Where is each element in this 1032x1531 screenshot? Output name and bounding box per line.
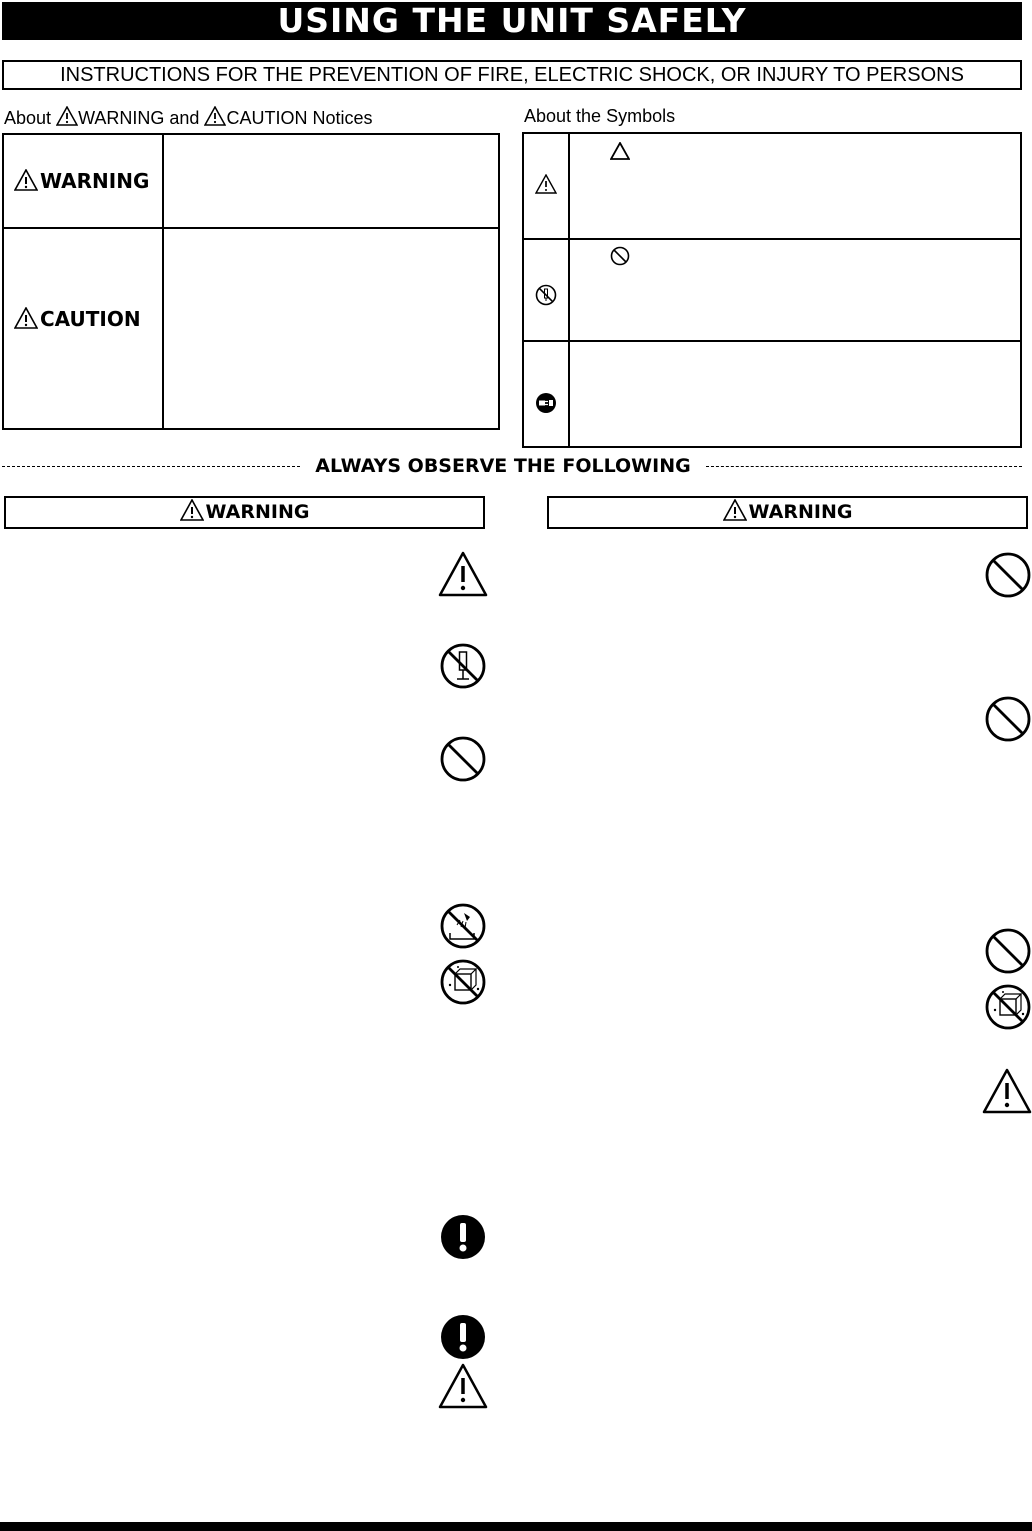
notice-warning-row bbox=[4, 135, 498, 229]
page-title: USING THE UNIT SAFELY bbox=[2, 2, 1022, 40]
divider-right bbox=[706, 466, 1022, 467]
caution-triangle-icon bbox=[438, 1363, 488, 1409]
notices-heading-caution: CAUTION bbox=[226, 108, 308, 128]
notice-caution-row bbox=[4, 227, 498, 428]
right-warning-header bbox=[547, 496, 1028, 529]
prohibited-icon bbox=[985, 928, 1031, 974]
warning-triangle-icon bbox=[56, 106, 78, 126]
warning-triangle-icon bbox=[723, 499, 747, 521]
mandatory-action-icon bbox=[440, 1214, 486, 1260]
always-observe-heading: ALWAYS OBSERVE THE FOLLOWING bbox=[315, 455, 691, 477]
footer-bar bbox=[0, 1522, 1032, 1531]
small-triangle-icon bbox=[610, 142, 630, 160]
prohibited-icon bbox=[440, 736, 486, 782]
caution-triangle-icon bbox=[535, 174, 557, 194]
prohibited-icon bbox=[985, 552, 1031, 598]
no-water-icon bbox=[440, 903, 486, 949]
right-warning-header-text: WARNING bbox=[748, 501, 853, 523]
divider-left bbox=[2, 466, 300, 467]
notices-table bbox=[2, 133, 500, 430]
symbol-row-caution bbox=[524, 134, 1020, 240]
symbols-heading: About the Symbols bbox=[524, 106, 676, 126]
caution-triangle-icon bbox=[14, 307, 38, 329]
symbol-row-prohibited bbox=[524, 238, 1020, 342]
no-foreign-objects-icon bbox=[440, 959, 486, 1005]
notice-warning-text: WARNING bbox=[40, 169, 150, 193]
notices-heading-and: and bbox=[169, 108, 200, 128]
subtitle-banner: INSTRUCTIONS FOR THE PREVENTION OF FIRE, ELECTRIC SHOCK, OR INJURY TO PERSONS bbox=[2, 60, 1022, 90]
notice-warning-label bbox=[14, 169, 149, 193]
symbol-row-mandatory bbox=[524, 340, 1020, 446]
notice-caution-label bbox=[14, 307, 141, 331]
do-not-disassemble-icon bbox=[535, 284, 557, 306]
symbols-table bbox=[522, 132, 1022, 448]
caution-triangle-icon bbox=[982, 1068, 1032, 1114]
notices-heading-suffix: Notices bbox=[312, 108, 373, 128]
caution-triangle-icon bbox=[204, 106, 226, 126]
caution-triangle-icon bbox=[438, 551, 488, 597]
mandatory-action-icon bbox=[440, 1314, 486, 1360]
left-warning-header-text: WARNING bbox=[205, 501, 310, 523]
unplug-icon bbox=[535, 392, 557, 414]
do-not-disassemble-icon bbox=[440, 643, 486, 689]
left-warning-header bbox=[4, 496, 485, 529]
notice-caution-text: CAUTION bbox=[40, 307, 141, 331]
warning-triangle-icon bbox=[14, 169, 38, 191]
notice-warning-label-cell bbox=[4, 135, 164, 227]
notice-caution-label-cell bbox=[4, 227, 164, 428]
warning-triangle-icon bbox=[180, 499, 204, 521]
notices-heading-prefix: About bbox=[4, 108, 52, 128]
notices-heading-warning: WARNING bbox=[78, 108, 165, 128]
prohibited-icon bbox=[985, 696, 1031, 742]
no-foreign-objects-icon bbox=[985, 984, 1031, 1030]
small-prohibited-icon bbox=[610, 246, 630, 266]
notices-heading bbox=[4, 106, 373, 129]
